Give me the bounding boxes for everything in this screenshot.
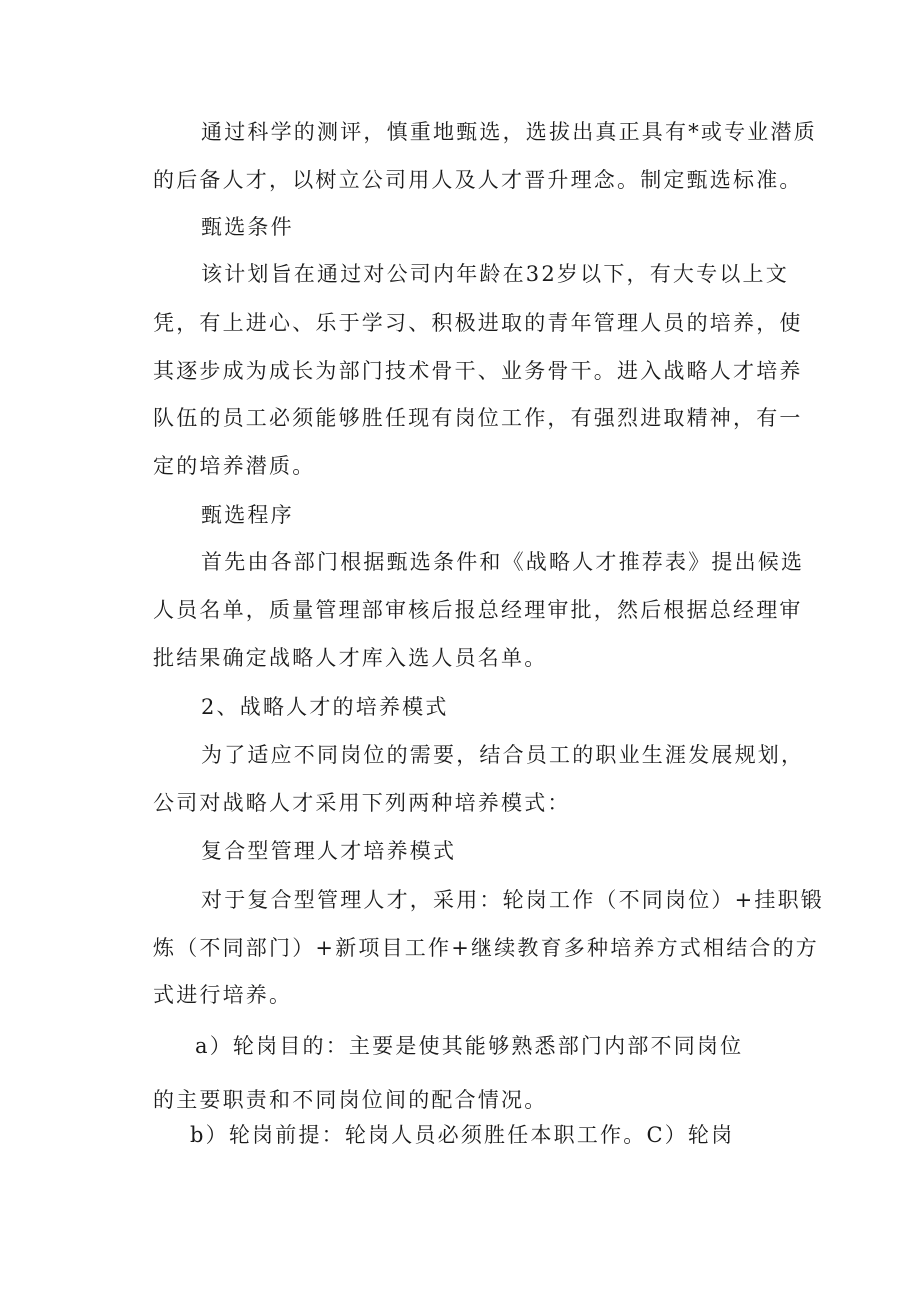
paragraph-line: 该计划旨在通过对公司内年龄在32岁以下，有大专以上文	[201, 262, 789, 286]
paragraph-line: 凭，有上进心、乐于学习、积极进取的青年管理人员的培养，使	[153, 311, 803, 335]
paragraph-line: 为了适应不同岗位的需要，结合员工的职业生涯发展规划，	[201, 743, 805, 767]
paragraph-line: 炼（不同部门）+新项目工作+继续教育多种培养方式相结合的方	[153, 936, 819, 960]
section-heading: 甄选程序	[201, 503, 294, 527]
list-item-line: b）轮岗前提：轮岗人员必须胜任本职工作。C）轮岗	[190, 1123, 735, 1147]
paragraph-line: 首先由各部门根据甄选条件和《战略人才推荐表》提出候选	[201, 550, 805, 574]
section-heading: 复合型管理人才培养模式	[201, 839, 457, 863]
paragraph-line: 人员名单，质量管理部审核后报总经理审批，然后根据总经理审	[153, 598, 803, 622]
paragraph-line: 其逐步成为成长为部门技术骨干、业务骨干。进入战略人才培养	[153, 359, 803, 383]
paragraph-line: 式进行培养。	[153, 983, 293, 1007]
paragraph-line: 队伍的员工必须能够胜任现有岗位工作，有强烈进取精神，有一	[153, 406, 803, 430]
paragraph-line: 通过科学的测评，慎重地甄选，选拔出真正具有*或专业潜质	[201, 120, 817, 144]
paragraph-line: 批结果确定战略人才库入选人员名单。	[153, 646, 548, 670]
paragraph-line: 对于复合型管理人才，采用：轮岗工作（不同岗位）+挂职锻	[201, 888, 824, 912]
section-heading: 2、战略人才的培养模式	[201, 695, 449, 719]
section-heading: 甄选条件	[201, 215, 294, 239]
list-item-line: 的主要职责和不同岗位间的配合情况。	[153, 1088, 548, 1112]
paragraph-line: 的后备人才，以树立公司用人及人才晋升理念。制定甄选标准。	[153, 168, 803, 192]
paragraph-line: 公司对战略人才采用下列两种培养模式：	[153, 791, 571, 815]
list-item-line: a）轮岗目的：主要是使其能够熟悉部门内部不同岗位	[195, 1034, 744, 1058]
paragraph-line: 定的培养潜质。	[153, 454, 316, 478]
